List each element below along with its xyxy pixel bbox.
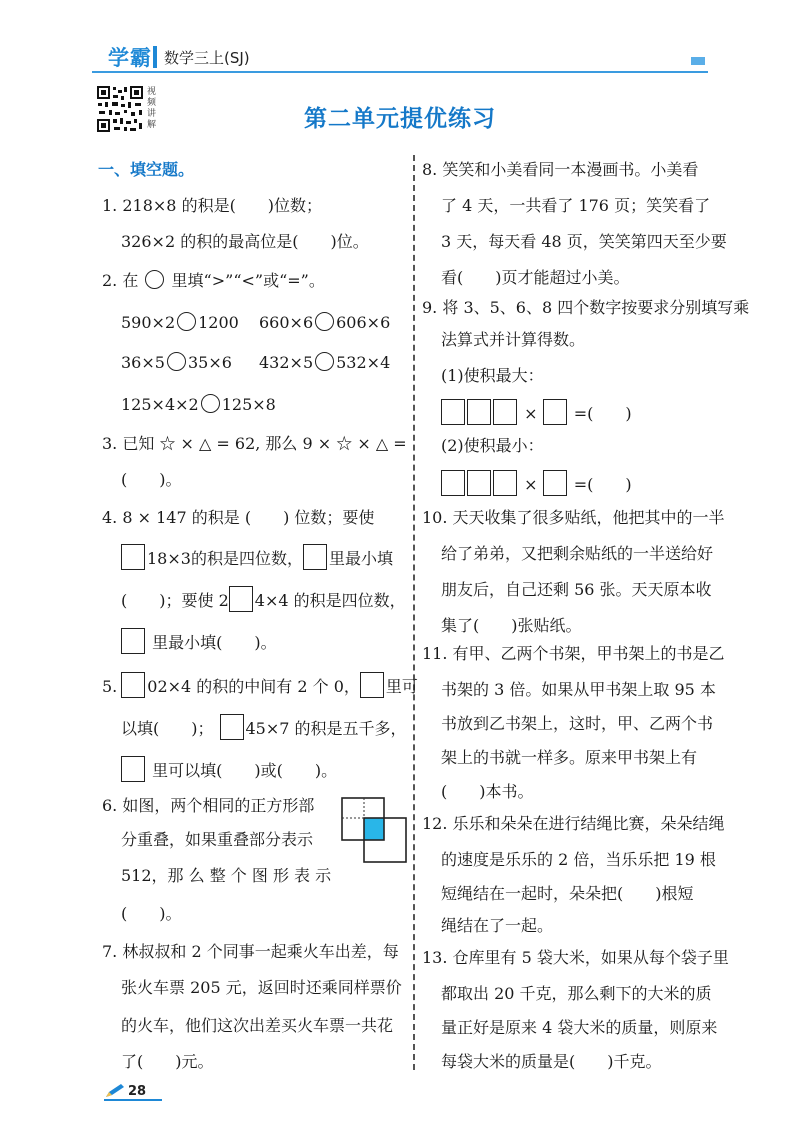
times-sign: × — [524, 475, 538, 494]
header-rule — [92, 71, 708, 73]
q8-line-3: 3 天，每天看 48 页，笑笑第四天至少要 — [441, 232, 727, 251]
digit-box[interactable] — [441, 399, 465, 425]
q2-expr: 35×6 — [187, 353, 232, 372]
q2-expr: 532×4 — [336, 353, 391, 372]
q4-line-4 — [121, 628, 277, 654]
digit-box[interactable] — [441, 470, 465, 496]
q7-line-2: 张火车票 205 元，返回时还乘同样票价 — [121, 978, 402, 997]
column-divider — [413, 155, 415, 1070]
q2-expr: 1200 — [198, 313, 239, 332]
logo-divider — [153, 46, 157, 68]
q7-line-4: 了( )元。 — [121, 1052, 214, 1071]
digit-box[interactable] — [543, 399, 567, 425]
q5-text: 里可 — [385, 677, 418, 696]
q7-line-1: 7. 林叔叔和 2 个同事一起乘火车出差，每 — [102, 942, 399, 961]
q2-text-b: 里填“>”“<”或“=”。 — [171, 271, 325, 290]
digit-box[interactable] — [493, 399, 517, 425]
q4-line-3 — [121, 586, 406, 612]
overlapping-squares-figure — [340, 796, 410, 866]
q4-text: 里最小填 — [328, 549, 393, 568]
q13-line-4: 每袋大米的质量是( )千克。 — [441, 1052, 662, 1071]
page-number: 28 — [128, 1084, 147, 1099]
q2-expr: 660×6 — [259, 313, 314, 332]
q13-line-3: 量正好是原来 4 袋大米的质量，则原来 — [441, 1018, 718, 1037]
answer-box[interactable] — [121, 628, 145, 654]
q11-line-5: ( )本书。 — [441, 782, 534, 801]
q2-text-a: 2. 在 — [102, 271, 139, 290]
answer-circle[interactable] — [315, 312, 334, 331]
q3-line-2: ( )。 — [121, 470, 182, 489]
q6-line-3: 512，那 么 整 个 图 形 表 示 — [121, 866, 332, 885]
q9-line-2: 法算式并计算得数。 — [441, 330, 586, 349]
q6-line-1: 6. 如图，两个相同的正方形部 — [102, 796, 315, 815]
q1-line-2: 326×2 的积的最高位是( )位。 — [121, 232, 369, 251]
digit-box[interactable] — [467, 470, 491, 496]
q5-line-1 — [102, 672, 418, 698]
answer-box[interactable] — [121, 756, 145, 782]
q5-line-3 — [121, 756, 337, 782]
answer-box[interactable] — [229, 586, 253, 612]
answer-circle[interactable] — [201, 394, 220, 413]
q7-line-3: 的火车，他们这次出差买火车票一共花 — [121, 1016, 394, 1035]
q10-line-1: 10. 天天收集了很多贴纸，他把其中的一半 — [422, 508, 725, 527]
brand-logo: 学霸 — [108, 46, 152, 70]
compare-circle-icon — [145, 270, 164, 289]
q12-line-4: 绳结在了一起。 — [441, 916, 554, 935]
q10-line-3: 朋友后，自己还剩 56 张。天天原本收 — [441, 580, 712, 599]
q5-line-2 — [121, 714, 407, 740]
q9-line-1: 9. 将 3、5、6、8 四个数字按要求分别填写乘 — [422, 298, 750, 317]
q8-line-1: 8. 笑笑和小美看同一本漫画书。小美看 — [422, 160, 699, 179]
corner-mark — [691, 57, 705, 65]
q2-row-2a — [121, 352, 232, 373]
q4-text: 18×3的积是四位数， — [147, 549, 303, 568]
q2-expr: 36×5 — [121, 353, 165, 372]
q2-expr: 432×5 — [259, 353, 314, 372]
q2-row-3 — [121, 394, 276, 415]
q1-line-1: 1. 218×8 的积是( )位数； — [102, 196, 323, 215]
page-title: 第二单元提优练习 — [304, 106, 496, 132]
q2-expr: 125×8 — [221, 395, 276, 414]
q10-line-4: 集了( )张贴纸。 — [441, 616, 582, 635]
q3-line-1: 3. 已知 ☆ × △ = 62, 那么 9 × ☆ × △ = — [102, 434, 407, 453]
equals-blank: =( ) — [573, 475, 632, 494]
q12-line-3: 短绳结在一起时，朵朵把( )根短 — [441, 884, 694, 903]
answer-circle[interactable] — [177, 312, 196, 331]
book-title: 数学三上(SJ) — [164, 49, 250, 67]
q12-line-1: 12. 乐乐和朵朵在进行结绳比赛，朵朵结绳 — [422, 814, 725, 833]
equals-blank: =( ) — [573, 404, 632, 423]
q10-line-2: 给了弟弟，又把剩余贴纸的一半送给好 — [441, 544, 714, 563]
q5-text: 45×7 的积是五千多， — [245, 719, 407, 738]
answer-box[interactable] — [121, 672, 145, 698]
q5-num: 5. — [102, 677, 118, 696]
qr-caption: 视频讲解 — [147, 87, 157, 130]
q13-line-1: 13. 仓库里有 5 袋大米，如果从每个袋子里 — [422, 948, 729, 967]
q4-line-1: 4. 8 × 147 的积是 ( ) 位数；要使 — [102, 508, 375, 527]
q5-text: 里可以填( )或( )。 — [152, 761, 338, 780]
digit-box[interactable] — [467, 399, 491, 425]
q2-row-2b — [259, 352, 390, 373]
q8-line-2: 了 4 天，一共看了 176 页；笑笑看了 — [441, 196, 711, 215]
q4-text: 里最小填( )。 — [152, 633, 277, 652]
q12-line-2: 的速度是乐乐的 2 倍，当乐乐把 19 根 — [441, 850, 716, 869]
answer-box[interactable] — [360, 672, 384, 698]
q5-text: 以填( )； — [121, 719, 214, 738]
q4-text: ( )；要使 2 — [121, 591, 229, 610]
q2-expr: 590×2 — [121, 313, 176, 332]
q2-row-1a — [121, 312, 239, 333]
answer-box[interactable] — [121, 544, 145, 570]
q2-prompt — [102, 270, 325, 291]
q9-min-equation — [441, 470, 632, 496]
section-title: 一、填空题。 — [98, 160, 195, 179]
answer-circle[interactable] — [167, 352, 186, 371]
q2-expr: 606×6 — [336, 313, 391, 332]
q5-text: 02×4 的积的中间有 2 个 0， — [147, 677, 360, 696]
q2-expr: 125×4×2 — [121, 395, 199, 414]
q4-line-2 — [121, 544, 393, 570]
q11-line-1: 11. 有甲、乙两个书架，甲书架上的书是乙 — [422, 644, 725, 663]
q2-row-1b — [259, 312, 390, 333]
q13-line-2: 都取出 20 千克，那么剩下的大米的质 — [441, 984, 712, 1003]
digit-box[interactable] — [543, 470, 567, 496]
q4-text: 4×4 的积是四位数， — [254, 591, 406, 610]
q11-line-3: 书放到乙书架上，这时，甲、乙两个书 — [441, 714, 714, 733]
q9-sub-1: (1)使积最大： — [441, 366, 544, 385]
times-sign: × — [524, 404, 538, 423]
digit-box[interactable] — [493, 470, 517, 496]
footer-rule — [104, 1099, 162, 1101]
q8-line-4: 看( )页才能超过小美。 — [441, 268, 630, 287]
q9-sub-2: (2)使积最小： — [441, 436, 544, 455]
answer-box[interactable] — [303, 544, 327, 570]
pencil-icon — [104, 1083, 126, 1099]
q9-max-equation — [441, 399, 632, 425]
q11-line-2: 书架的 3 倍。如果从甲书架上取 95 本 — [441, 680, 716, 699]
q6-line-2: 分重叠，如果重叠部分表示 — [121, 830, 314, 849]
q11-line-4: 架上的书就一样多。原来甲书架上有 — [441, 748, 698, 767]
overlap-region — [364, 818, 384, 840]
answer-box[interactable] — [220, 714, 244, 740]
q6-line-4: ( )。 — [121, 904, 182, 923]
answer-circle[interactable] — [315, 352, 334, 371]
